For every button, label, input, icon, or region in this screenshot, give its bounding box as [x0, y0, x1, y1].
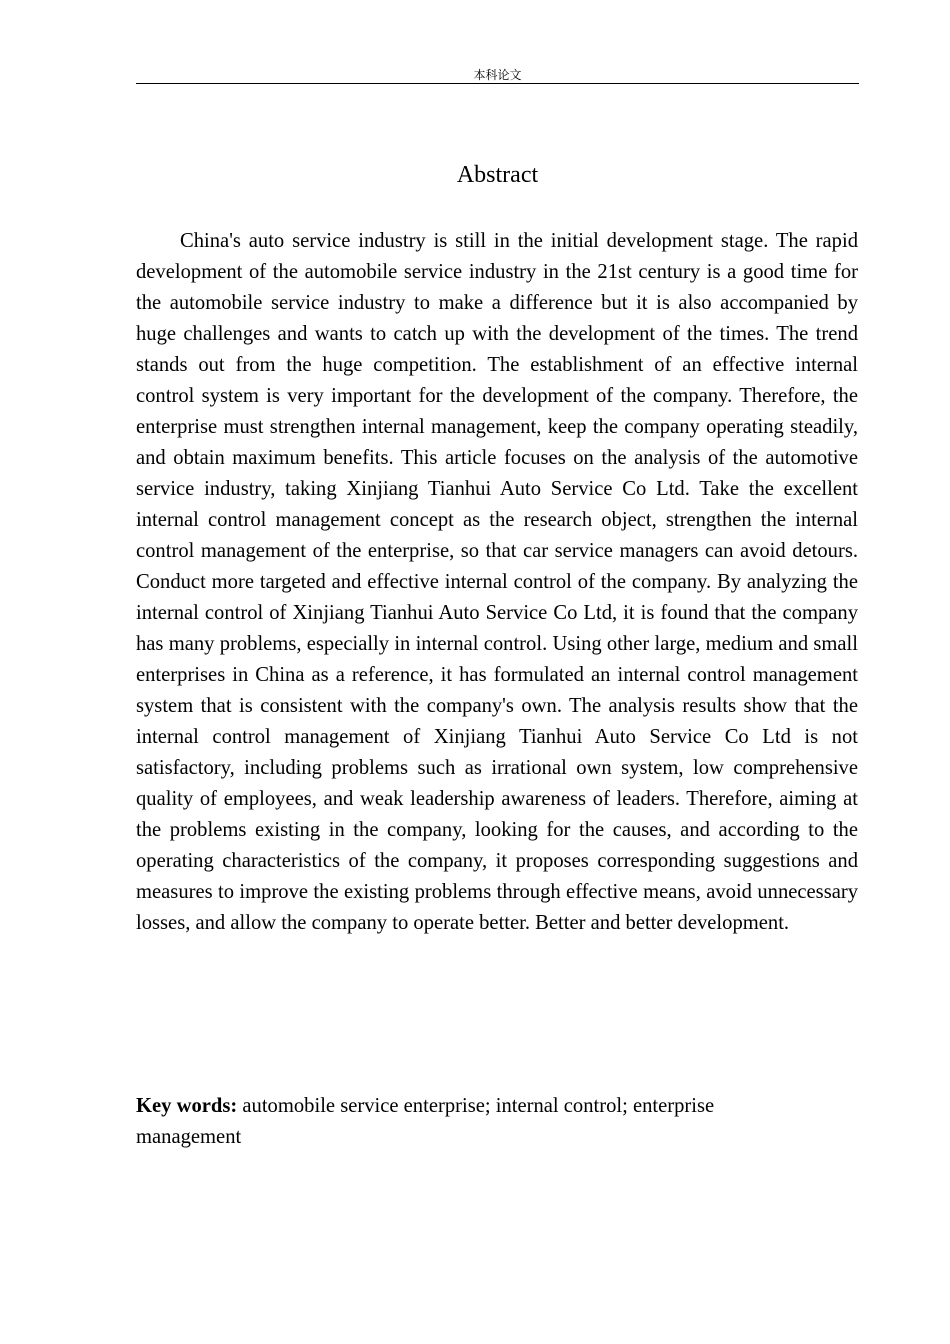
keywords-text: automobile service enterprise; internal control; enterprise management: [136, 1095, 715, 1148]
keywords-label: Key words:: [136, 1095, 238, 1117]
abstract-title: Abstract: [456, 162, 539, 188]
running-header: 本科论文: [473, 68, 522, 82]
abstract-body: China's auto service industry is still in the initial development stage. The rapid development of the automobile service industry in the 21st century is a good time for the automobile service industry to make a difference but it is also accompanied by huge challenges and wants to catch up with the development of the times. The trend stands out from the huge competition. The establishment of an effective internal control system is very important for the development of the company. Therefore, the enterprise must strengthen internal management, keep the company operating steadily, and obtain maximum benefits. This article focuses on the analysis of the automotive service industry, taking Xinjiang Tianhui Auto Service Co Ltd. Take the excellent internal control management concept as the research object, strengthen the internal control management of the enterprise, so that car service managers can avoid detours. Conduct more targeted and effective internal control of the company. By analyzing the internal control of Xinjiang Tianhui Auto Service Co Ltd, it is found that the company has many problems, especially in internal control. Using other large, medium and small enterprises in China as a reference, it has formulated an internal control management system that is consistent with the company's own. The analysis results show that the internal control management of Xinjiang Tianhui Auto Service Co Ltd is not satisfactory, including problems such as irrational own system, low comprehensive quality of employees, and weak leadership awareness of leaders. Therefore, aiming at the problems existing in the company, looking for the causes, and according to the operating characteristics of the company, it proposes corresponding suggestions and measures to improve the existing problems through effective means, avoid unnecessary losses, and allow the company to operate better. Better and better development.: [136, 230, 858, 934]
keywords-paragraph: [136, 1091, 776, 1153]
header-rule: [136, 83, 859, 84]
